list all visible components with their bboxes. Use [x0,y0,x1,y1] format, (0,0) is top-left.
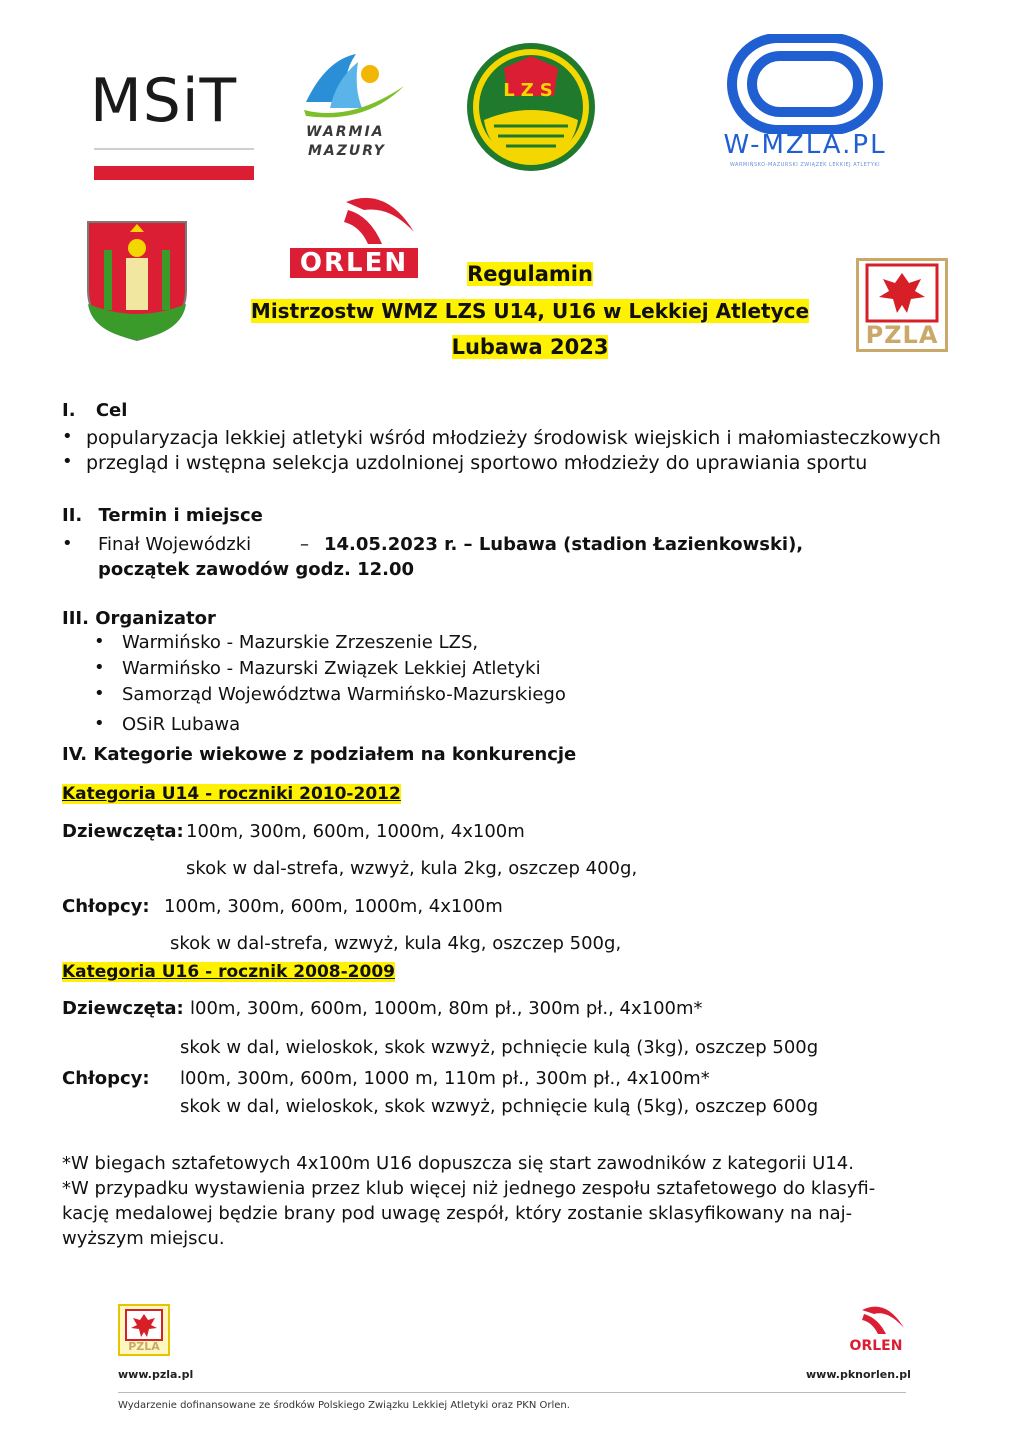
warmia-mazury-logo [296,50,411,165]
relay-note-1: *W biegach sztafetowych 4x100m U16 dopuszcza się start zawodników z kategorii U14. [62,1153,854,1174]
u14-heading: Kategoria U14 - roczniki 2010-2012 [62,784,401,804]
wmzla-logo [700,34,910,174]
footer-disclaimer: Wydarzenie dofinansowane ze środków Polskiego Związku Lekkiej Atletyki oraz PKN Orlen. [118,1400,570,1411]
lzs-logo [464,40,598,174]
u14-girls-events-2: skok w dal-strefa, wzwyż, kula 2kg, oszczep 400g, [186,858,638,879]
relay-note-4: wyższym miejscu. [62,1228,225,1249]
organizer-item: Warmińsko - Mazurski Związek Lekkiej Atletyki [122,658,541,679]
footer-pzla-text: PZLA [128,1340,160,1353]
organizer-item: Samorząd Województwa Warmińsko-Mazurskiego [122,684,566,705]
section-1-title: Cel [95,400,128,421]
u14-boys-events-2: skok w dal-strefa, wzwyż, kula 4kg, oszczep 500g, [170,933,622,954]
document-subtitle: Mistrzostw WMZ LZS U14, U16 w Lekkiej Atletyce [250,299,810,323]
title-line-2-wrap [180,297,880,325]
section-2-heading [62,505,263,526]
section-4-heading: IV. Kategorie wiekowe z podziałem na konkurencje [62,744,577,765]
organizer-item: OSiR Lubawa [122,714,241,735]
wmzla-subtitle: WARMIŃSKO-MAZURSKI ZWIĄZEK LEKKIEJ ATLETYKI [729,162,881,168]
bullet-icon: • [62,426,73,447]
section-1-item: popularyzacja lekkiej atletyki wśród młodzieży środowisk wiejskich i małomiasteczkowych [86,427,941,449]
section-3-heading: III. Organizator [62,608,216,629]
organizer-item: Warmińsko - Mazurskie Zrzeszenie LZS, [122,632,479,653]
u16-boys-events-1: l00m, 300m, 600m, 1000 m, 110m pł., 300m pł., 4x100m* [180,1068,710,1089]
msit-logo [90,68,260,186]
relay-note-2: *W przypadku wystawienia przez klub więcej niż jednego zespołu sztafetowego do klasyfi- [62,1178,876,1199]
bullet-icon: • [94,683,105,704]
bullet-icon: • [94,713,105,734]
footer-pzla-url[interactable]: www.pzla.pl [118,1368,194,1381]
u14-boys-label: Chłopcy: [62,896,150,917]
section-1-heading [62,400,127,421]
u14-heading-wrap [62,782,401,806]
u16-boys-label: Chłopcy: [62,1068,150,1089]
footer-divider [118,1392,906,1393]
lzs-text: LZS [503,80,559,101]
pzla-text-top: PZLA [865,321,939,349]
section-2-title: Termin i miejsce [98,505,263,526]
u14-girls-label: Dziewczęta: [62,821,184,842]
u16-heading: Kategoria U16 - rocznik 2008-2009 [62,962,395,982]
wmzla-text: W-MZLA.PL [723,130,887,160]
msit-flag-white [94,148,254,150]
title-line-1-wrap [180,260,880,288]
u16-girls-events-1: l00m, 300m, 600m, 1000m, 80m pł., 300m pł., 4x100m* [190,998,703,1019]
footer-pzla-eagle-icon [120,1308,168,1342]
u16-boys-events-2: skok w dal, wieloskok, skok wzwyż, pchnięcie kulą (5kg), oszczep 600g [180,1096,819,1117]
footer-orlen-eagle-icon [846,1302,906,1336]
final-date-place: 14.05.2023 r. – Lubawa (stadion Łazienkowski), [324,534,804,555]
bullet-icon: • [94,631,105,652]
section-1-item: przegląd i wstępna selekcja uzdolnionej sportowo młodzieży do uprawiania sportu [86,452,868,474]
final-label: Finał Wojewódzki [98,534,252,555]
orlen-logo-text: ORLEN [290,248,418,278]
bullet-icon: • [94,657,105,678]
footer-orlen-text: ORLEN [849,1338,903,1354]
final-start-time: początek zawodów godz. 12.00 [98,559,415,580]
warmia-text: WARMIA [306,124,385,140]
lubawa-coat-of-arms [86,220,188,342]
section-1-number: I. [62,400,76,421]
warmia-mazury-emblem-icon [296,50,411,120]
document-location-year: Lubawa 2023 [451,335,609,359]
bullet-icon: • [62,451,73,472]
msit-flag-red [94,166,254,180]
u16-girls-label: Dziewczęta: [62,998,184,1019]
coat-of-arms-icon [86,220,188,342]
footer-pzla-logo [118,1304,170,1356]
bullet-icon: • [62,533,73,554]
u16-girls-events-2: skok w dal, wieloskok, skok wzwyż, pchnięcie kulą (3kg), oszczep 500g [180,1037,819,1058]
title-line-3-wrap [180,333,880,361]
msit-logo-text: MSiT [90,66,238,136]
relay-note-3: kację medalowej będzie brany pod uwagę zespół, który zostanie sklasyfikowany na naj- [62,1203,853,1224]
final-dash: – [300,534,309,555]
mazury-text: MAZURY [308,143,386,159]
u14-girls-events-1: 100m, 300m, 600m, 1000m, 4x100m [186,821,525,842]
section-2-number: II. [62,505,83,526]
lzs-emblem-icon [464,40,598,174]
orlen-eagle-icon [290,192,418,248]
footer-orlen-logo [846,1302,906,1358]
wmzla-track-icon [700,34,910,134]
u16-heading-wrap [62,960,395,984]
document-title: Regulamin [467,262,593,286]
u14-boys-events-1: 100m, 300m, 600m, 1000m, 4x100m [164,896,503,917]
footer-orlen-url[interactable]: www.pknorlen.pl [806,1368,911,1381]
